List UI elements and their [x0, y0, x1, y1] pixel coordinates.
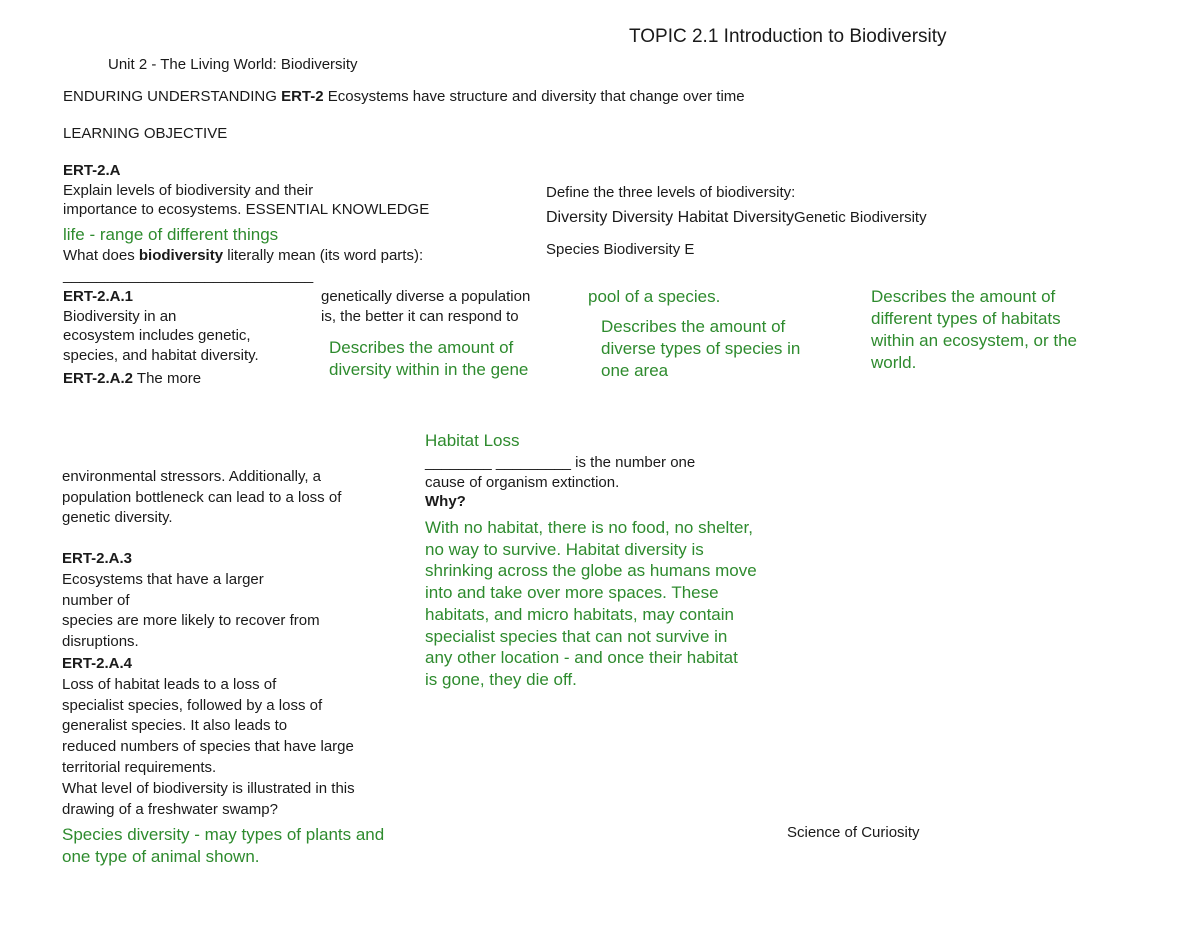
why-answer-line: any other location - and once their habitat — [425, 648, 738, 668]
define-answer-line1 — [546, 208, 927, 229]
ert-2a2-text: The more — [133, 370, 202, 387]
pool-text: pool of a species. — [588, 287, 721, 306]
species-answer-line2: diverse types of species in — [601, 339, 801, 359]
page-title: TOPIC 2.1 Introduction to Biodiversity — [629, 26, 947, 47]
stressors-block — [62, 467, 341, 529]
enduring-understanding — [63, 87, 745, 107]
ert-2a4-line4: reduced numbers of species that have large — [62, 738, 354, 756]
ert-2a4-block — [62, 654, 355, 820]
learning-objective-heading: LEARNING OBJECTIVE — [63, 125, 228, 142]
ert-2a-line2: importance to ecosystems. ESSENTIAL KNOWLEDGE — [63, 201, 430, 218]
swamp-answer-line2: one type of animal shown. — [62, 847, 260, 866]
ert-2a1-text: Biodiversity in an — [63, 307, 177, 325]
ert-2a3-text: Ecosystems that have a larger — [62, 570, 264, 588]
habitat-loss-line1: ________ _________ is the number one — [425, 454, 696, 471]
swamp-question-line1: What level of biodiversity is illustrated in this — [62, 779, 355, 797]
why-answer-line: specialist species that can not survive in — [425, 626, 728, 646]
stressors-line: genetic diversity. — [62, 509, 173, 526]
ert-2a3-line3: species are more likely to recover from — [62, 612, 320, 630]
ert-2a4-line1 — [62, 654, 355, 696]
habitat-loss-line2 — [425, 473, 695, 512]
species-answer-line1: Describes the amount of — [601, 317, 786, 336]
habitat-answer-line2: different types of habitats — [871, 309, 1061, 329]
why-answer-line: habitats, and micro habitats, may contain — [425, 604, 734, 624]
ert-2a1-code: ERT-2.A.1 — [63, 288, 134, 305]
ert-2a2-code: ERT-2.A.2 — [63, 370, 134, 387]
ert-2a4-line3: generalist species. It also leads to — [62, 717, 288, 735]
habitat-answer-line1: Describes the amount of — [871, 287, 1056, 306]
word-parts-blank: ______________________________ — [63, 267, 314, 284]
species-answer-line3: one area — [601, 361, 669, 381]
why-answer-line: no way to survive. Habitat diversity is — [425, 539, 704, 559]
ert-2a3-block — [62, 549, 320, 653]
footer-credit: Science of Curiosity — [787, 824, 920, 841]
word-parts-q-bold: biodiversity — [138, 247, 224, 264]
genetic-answer-line1: Describes the amount of — [329, 338, 514, 357]
why-answer-line: With no habitat, there is no food, no shelter, — [425, 518, 753, 537]
ert-2a-text: Explain levels of biodiversity and their — [63, 181, 314, 199]
ert-2a4-line2: specialist species, followed by a loss of — [62, 696, 323, 714]
habitat-answer — [871, 286, 1077, 374]
why-answer-line: into and take over more spaces. These — [425, 583, 719, 603]
enduring-text: Ecosystems have structure and diversity that change over time — [323, 88, 745, 105]
enduring-prefix: ENDURING UNDERSTANDING — [63, 88, 282, 105]
habitat-loss-why: Why? — [425, 493, 466, 510]
ert-2a1-block — [63, 287, 259, 365]
ert-2a-code: ERT-2.A — [63, 162, 121, 179]
genetic-answer — [329, 337, 528, 381]
ert-2a3-line1 — [62, 549, 320, 591]
genetic-answer-line2: diversity within in the gene — [329, 360, 529, 380]
why-answer-line: is gone, they die off. — [425, 669, 577, 689]
ert-2a3-line2: number of — [62, 591, 130, 609]
ert-2a3-line4: disruptions. — [62, 633, 139, 651]
ert-2a4-text: Loss of habitat leads to a loss of — [62, 675, 277, 693]
species-answer — [601, 316, 800, 382]
why-answer-line: shrinking across the globe as humans move — [425, 561, 757, 581]
unit-title: Unit 2 - The Living World: Biodiversity — [108, 56, 358, 73]
define-answer-a: Diversity Diversity Habitat Diversity — [546, 209, 795, 226]
ert-2a1-line2: ecosystem includes genetic, — [63, 327, 251, 344]
genetic-line1: genetically diverse a population — [321, 288, 531, 305]
ert-2a4-code: ERT-2.A.4 — [62, 655, 133, 672]
ert-2a2 — [63, 369, 201, 389]
habitat-loss-answer: Habitat Loss — [425, 431, 520, 450]
ert-2a1-line3: species, and habitat diversity. — [63, 346, 259, 364]
word-parts-q-prefix: What does — [63, 247, 139, 264]
define-answer-b: Genetic Biodiversity — [794, 209, 927, 226]
ert-2a3-code: ERT-2.A.3 — [62, 550, 133, 567]
ert-2a1-line1 — [63, 287, 259, 326]
define-prompt: Define the three levels of biodiversity: — [546, 184, 796, 201]
habitat-loss-line2-text: cause of organism extinction. — [425, 473, 620, 491]
stressors-line: environmental stressors. Additionally, a — [62, 468, 322, 485]
habitat-loss-question — [425, 453, 695, 512]
enduring-code: ERT-2 — [281, 88, 324, 105]
habitat-answer-line3: within an ecosystem, or the — [871, 331, 1077, 351]
swamp-answer-line1: Species diversity - may types of plants and — [62, 825, 385, 844]
why-answer — [425, 517, 757, 691]
word-parts-answer: life - range of different things — [63, 225, 279, 244]
habitat-answer-line4: world. — [871, 353, 917, 373]
ert-2a4-line5: territorial requirements. — [62, 758, 217, 776]
ert-2a-block — [63, 161, 429, 220]
genetic-column — [321, 287, 530, 326]
swamp-question-line2: drawing of a freshwater swamp? — [62, 800, 278, 818]
genetic-line2: is, the better it can respond to — [321, 307, 519, 325]
word-parts-q-suffix: literally mean (its word parts): — [223, 247, 424, 264]
stressors-line: population bottleneck can lead to a loss of — [62, 488, 342, 506]
define-answer-line2: Species Biodiversity E — [546, 241, 695, 258]
word-parts-question — [63, 246, 423, 266]
ert-2a-line1 — [63, 161, 429, 200]
swamp-answer — [62, 824, 384, 868]
